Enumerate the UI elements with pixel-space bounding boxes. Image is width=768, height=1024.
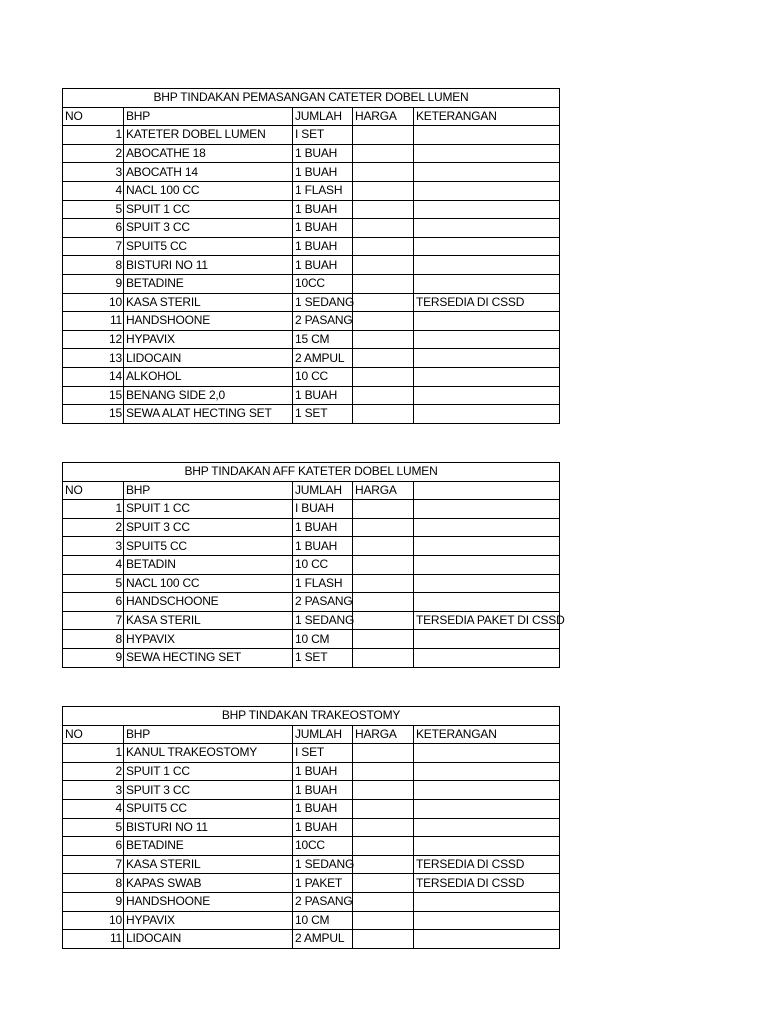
- table-row: [63, 386, 560, 405]
- cell-no: 7: [63, 237, 124, 256]
- cell-jumlah: 10CC: [293, 837, 353, 856]
- cell-jumlah: 1 BUAH: [293, 200, 353, 219]
- cell-bhp: SPUIT 3 CC: [124, 781, 293, 800]
- cell-jumlah: 2 AMPUL: [293, 930, 353, 949]
- cell-harga: [353, 855, 414, 874]
- cell-jumlah: 1 BUAH: [293, 518, 353, 537]
- table-row: [63, 181, 560, 200]
- cell-no: 7: [63, 611, 124, 630]
- cell-bhp: SPUIT5 CC: [124, 799, 293, 818]
- cell-keterangan: [414, 537, 560, 556]
- cell-harga: [353, 349, 414, 368]
- cell-jumlah: 1 SET: [293, 405, 353, 424]
- table-row: [63, 781, 560, 800]
- cell-bhp: SEWA HECTING SET: [124, 648, 293, 667]
- header-no: NO: [63, 725, 124, 744]
- table-row: [63, 256, 560, 275]
- cell-bhp: HANDSHOONE: [124, 892, 293, 911]
- cell-no: 15: [63, 405, 124, 424]
- cell-bhp: KAPAS SWAB: [124, 874, 293, 893]
- cell-bhp: HANDSCHOONE: [124, 593, 293, 612]
- cell-harga: [353, 405, 414, 424]
- header-harga: HARGA: [353, 107, 414, 126]
- cell-bhp: BETADINE: [124, 837, 293, 856]
- table-row: [63, 312, 560, 331]
- cell-bhp: KASA STERIL: [124, 855, 293, 874]
- cell-no: 1: [63, 126, 124, 145]
- cell-bhp: LIDOCAIN: [124, 930, 293, 949]
- table-row: [63, 367, 560, 386]
- table-row: [63, 349, 560, 368]
- table-row: [63, 237, 560, 256]
- cell-harga: [353, 537, 414, 556]
- cell-bhp: ABOCATH 14: [124, 163, 293, 182]
- header-keterangan: [414, 481, 560, 500]
- cell-harga: [353, 163, 414, 182]
- cell-no: 2: [63, 762, 124, 781]
- table-header-row: [63, 725, 560, 744]
- table-aff-kateter: [62, 462, 565, 668]
- cell-bhp: KANUL TRAKEOSTOMY: [124, 744, 293, 763]
- cell-no: 2: [63, 144, 124, 163]
- cell-bhp: LIDOCAIN: [124, 349, 293, 368]
- cell-jumlah: 2 PASANG: [293, 312, 353, 331]
- header-jumlah: JUMLAH: [293, 107, 353, 126]
- table-title-row: [63, 463, 560, 482]
- cell-harga: [353, 593, 414, 612]
- cell-harga: [353, 144, 414, 163]
- cell-harga: [353, 837, 414, 856]
- header-keterangan: KETERANGAN: [414, 107, 560, 126]
- cell-keterangan: [414, 762, 560, 781]
- cell-keterangan: TERSEDIA PAKET DI CSSD: [414, 611, 560, 630]
- table-row: [63, 330, 560, 349]
- cell-jumlah: 2 AMPUL: [293, 349, 353, 368]
- table-header-row: [63, 107, 560, 126]
- cell-bhp: SPUIT 3 CC: [124, 219, 293, 238]
- cell-jumlah: 1 BUAH: [293, 537, 353, 556]
- cell-bhp: BISTURI NO 11: [124, 818, 293, 837]
- cell-bhp: NACL 100 CC: [124, 181, 293, 200]
- header-no: NO: [63, 481, 124, 500]
- cell-harga: [353, 237, 414, 256]
- cell-bhp: ALKOHOL: [124, 367, 293, 386]
- cell-jumlah: 1 BUAH: [293, 762, 353, 781]
- cell-harga: [353, 930, 414, 949]
- cell-harga: [353, 799, 414, 818]
- cell-no: 1: [63, 744, 124, 763]
- cell-harga: [353, 818, 414, 837]
- cell-keterangan: [414, 648, 560, 667]
- cell-jumlah: 10 CM: [293, 911, 353, 930]
- cell-bhp: NACL 100 CC: [124, 574, 293, 593]
- cell-harga: [353, 256, 414, 275]
- table-row: [63, 911, 560, 930]
- cell-no: 3: [63, 163, 124, 182]
- cell-no: 4: [63, 181, 124, 200]
- cell-jumlah: 1 SET: [293, 648, 353, 667]
- cell-no: 13: [63, 349, 124, 368]
- cell-harga: [353, 330, 414, 349]
- cell-harga: [353, 555, 414, 574]
- cell-bhp: SPUIT5 CC: [124, 537, 293, 556]
- table-row: [63, 930, 560, 949]
- cell-keterangan: [414, 181, 560, 200]
- cell-bhp: ABOCATHE 18: [124, 144, 293, 163]
- table-row: [63, 855, 560, 874]
- cell-keterangan: [414, 256, 560, 275]
- cell-no: 6: [63, 593, 124, 612]
- table-row: [63, 874, 560, 893]
- cell-bhp: BETADIN: [124, 555, 293, 574]
- table-row: [63, 274, 560, 293]
- cell-keterangan: [414, 144, 560, 163]
- cell-no: 8: [63, 874, 124, 893]
- cell-keterangan: [414, 799, 560, 818]
- cell-no: 9: [63, 892, 124, 911]
- cell-keterangan: [414, 330, 560, 349]
- table-row: [63, 574, 560, 593]
- cell-jumlah: 1 BUAH: [293, 219, 353, 238]
- table-row: [63, 126, 560, 145]
- cell-keterangan: [414, 574, 560, 593]
- cell-jumlah: 10 CC: [293, 555, 353, 574]
- table-row: [63, 500, 560, 519]
- cell-keterangan: [414, 312, 560, 331]
- cell-no: 5: [63, 200, 124, 219]
- table-row: [63, 537, 560, 556]
- cell-keterangan: [414, 892, 560, 911]
- cell-no: 15: [63, 386, 124, 405]
- cell-harga: [353, 219, 414, 238]
- cell-no: 11: [63, 930, 124, 949]
- cell-keterangan: [414, 818, 560, 837]
- table-row: [63, 762, 560, 781]
- cell-jumlah: 1 PAKET: [293, 874, 353, 893]
- cell-harga: [353, 892, 414, 911]
- cell-keterangan: [414, 367, 560, 386]
- cell-harga: [353, 274, 414, 293]
- cell-harga: [353, 874, 414, 893]
- cell-keterangan: [414, 593, 560, 612]
- cell-keterangan: [414, 274, 560, 293]
- cell-no: 7: [63, 855, 124, 874]
- header-bhp: BHP: [124, 725, 293, 744]
- table-row: [63, 744, 560, 763]
- cell-no: 1: [63, 500, 124, 519]
- cell-bhp: KASA STERIL: [124, 611, 293, 630]
- table-trakeostomy: [62, 706, 560, 949]
- cell-jumlah: 1 FLASH: [293, 574, 353, 593]
- header-bhp: BHP: [124, 481, 293, 500]
- cell-jumlah: 2 PASANG: [293, 892, 353, 911]
- cell-harga: [353, 386, 414, 405]
- table-row: [63, 648, 560, 667]
- cell-keterangan: [414, 518, 560, 537]
- table-pemasangan-kateter: [62, 88, 560, 424]
- cell-no: 2: [63, 518, 124, 537]
- cell-bhp: SPUIT 3 CC: [124, 518, 293, 537]
- cell-no: 9: [63, 274, 124, 293]
- cell-jumlah: 1 SEDANG: [293, 611, 353, 630]
- cell-keterangan: TERSEDIA DI CSSD: [414, 874, 560, 893]
- cell-harga: [353, 126, 414, 145]
- cell-jumlah: 1 BUAH: [293, 256, 353, 275]
- cell-keterangan: [414, 630, 560, 649]
- cell-keterangan: [414, 781, 560, 800]
- cell-no: 8: [63, 256, 124, 275]
- table-row: [63, 293, 560, 312]
- cell-harga: [353, 181, 414, 200]
- cell-jumlah: I SET: [293, 126, 353, 145]
- cell-harga: [353, 911, 414, 930]
- cell-harga: [353, 518, 414, 537]
- table-title: BHP TINDAKAN PEMASANGAN CATETER DOBEL LUMEN: [63, 89, 560, 108]
- cell-no: 6: [63, 219, 124, 238]
- header-jumlah: JUMLAH: [293, 481, 353, 500]
- cell-jumlah: 1 BUAH: [293, 799, 353, 818]
- cell-no: 4: [63, 555, 124, 574]
- cell-keterangan: [414, 126, 560, 145]
- cell-harga: [353, 648, 414, 667]
- cell-no: 8: [63, 630, 124, 649]
- cell-jumlah: 15 CM: [293, 330, 353, 349]
- cell-no: 6: [63, 837, 124, 856]
- cell-no: 14: [63, 367, 124, 386]
- cell-harga: [353, 312, 414, 331]
- table-row: [63, 892, 560, 911]
- cell-jumlah: 1 BUAH: [293, 386, 353, 405]
- cell-keterangan: TERSEDIA DI CSSD: [414, 293, 560, 312]
- cell-keterangan: [414, 386, 560, 405]
- cell-jumlah: 1 BUAH: [293, 237, 353, 256]
- cell-jumlah: 2 PASANG: [293, 593, 353, 612]
- cell-jumlah: 1 SEDANG: [293, 293, 353, 312]
- cell-bhp: SPUIT 1 CC: [124, 500, 293, 519]
- cell-harga: [353, 293, 414, 312]
- cell-jumlah: 1 FLASH: [293, 181, 353, 200]
- cell-jumlah: 10CC: [293, 274, 353, 293]
- cell-no: 5: [63, 818, 124, 837]
- cell-keterangan: [414, 405, 560, 424]
- cell-keterangan: [414, 744, 560, 763]
- cell-bhp: SPUIT5 CC: [124, 237, 293, 256]
- cell-bhp: SPUIT 1 CC: [124, 200, 293, 219]
- cell-keterangan: TERSEDIA DI CSSD: [414, 855, 560, 874]
- cell-jumlah: 10 CM: [293, 630, 353, 649]
- header-jumlah: JUMLAH: [293, 725, 353, 744]
- cell-keterangan: [414, 930, 560, 949]
- table-row: [63, 518, 560, 537]
- header-no: NO: [63, 107, 124, 126]
- cell-no: 3: [63, 781, 124, 800]
- cell-bhp: BENANG SIDE 2,0: [124, 386, 293, 405]
- cell-harga: [353, 367, 414, 386]
- cell-harga: [353, 762, 414, 781]
- cell-jumlah: 1 BUAH: [293, 144, 353, 163]
- cell-no: 10: [63, 911, 124, 930]
- header-harga: HARGA: [353, 481, 414, 500]
- cell-bhp: HYPAVIX: [124, 330, 293, 349]
- table-row: [63, 405, 560, 424]
- cell-jumlah: 10 CC: [293, 367, 353, 386]
- cell-keterangan: [414, 555, 560, 574]
- cell-keterangan: [414, 911, 560, 930]
- table-row: [63, 200, 560, 219]
- cell-bhp: KASA STERIL: [124, 293, 293, 312]
- cell-no: 4: [63, 799, 124, 818]
- table-row: [63, 818, 560, 837]
- cell-no: 10: [63, 293, 124, 312]
- header-bhp: BHP: [124, 107, 293, 126]
- cell-harga: [353, 574, 414, 593]
- cell-harga: [353, 744, 414, 763]
- table-row: [63, 799, 560, 818]
- cell-keterangan: [414, 837, 560, 856]
- table-row: [63, 555, 560, 574]
- cell-keterangan: [414, 500, 560, 519]
- cell-keterangan: [414, 200, 560, 219]
- table-row: [63, 219, 560, 238]
- table-row: [63, 837, 560, 856]
- cell-keterangan: [414, 219, 560, 238]
- cell-jumlah: 1 BUAH: [293, 818, 353, 837]
- cell-jumlah: 1 SEDANG: [293, 855, 353, 874]
- cell-harga: [353, 500, 414, 519]
- cell-no: 12: [63, 330, 124, 349]
- table-title-row: [63, 89, 560, 108]
- table-row: [63, 630, 560, 649]
- table-header-row: [63, 481, 560, 500]
- table-title: BHP TINDAKAN AFF KATETER DOBEL LUMEN: [63, 463, 560, 482]
- cell-bhp: BETADINE: [124, 274, 293, 293]
- table-row: [63, 144, 560, 163]
- cell-bhp: BISTURI NO 11: [124, 256, 293, 275]
- cell-bhp: SEWA ALAT HECTING SET: [124, 405, 293, 424]
- header-keterangan: KETERANGAN: [414, 725, 560, 744]
- cell-harga: [353, 781, 414, 800]
- cell-keterangan: [414, 237, 560, 256]
- cell-no: 3: [63, 537, 124, 556]
- cell-harga: [353, 630, 414, 649]
- table-row: [63, 611, 560, 630]
- cell-jumlah: 1 BUAH: [293, 163, 353, 182]
- cell-no: 5: [63, 574, 124, 593]
- header-harga: HARGA: [353, 725, 414, 744]
- cell-bhp: HANDSHOONE: [124, 312, 293, 331]
- cell-bhp: HYPAVIX: [124, 630, 293, 649]
- cell-harga: [353, 611, 414, 630]
- cell-jumlah: 1 BUAH: [293, 781, 353, 800]
- cell-harga: [353, 200, 414, 219]
- cell-bhp: SPUIT 1 CC: [124, 762, 293, 781]
- cell-no: 9: [63, 648, 124, 667]
- table-row: [63, 593, 560, 612]
- cell-keterangan: [414, 349, 560, 368]
- cell-bhp: KATETER DOBEL LUMEN: [124, 126, 293, 145]
- table-title: BHP TINDAKAN TRAKEOSTOMY: [63, 707, 560, 726]
- cell-no: 11: [63, 312, 124, 331]
- table-row: [63, 163, 560, 182]
- cell-keterangan: [414, 163, 560, 182]
- cell-bhp: HYPAVIX: [124, 911, 293, 930]
- cell-jumlah: I BUAH: [293, 500, 353, 519]
- cell-jumlah: I SET: [293, 744, 353, 763]
- table-title-row: [63, 707, 560, 726]
